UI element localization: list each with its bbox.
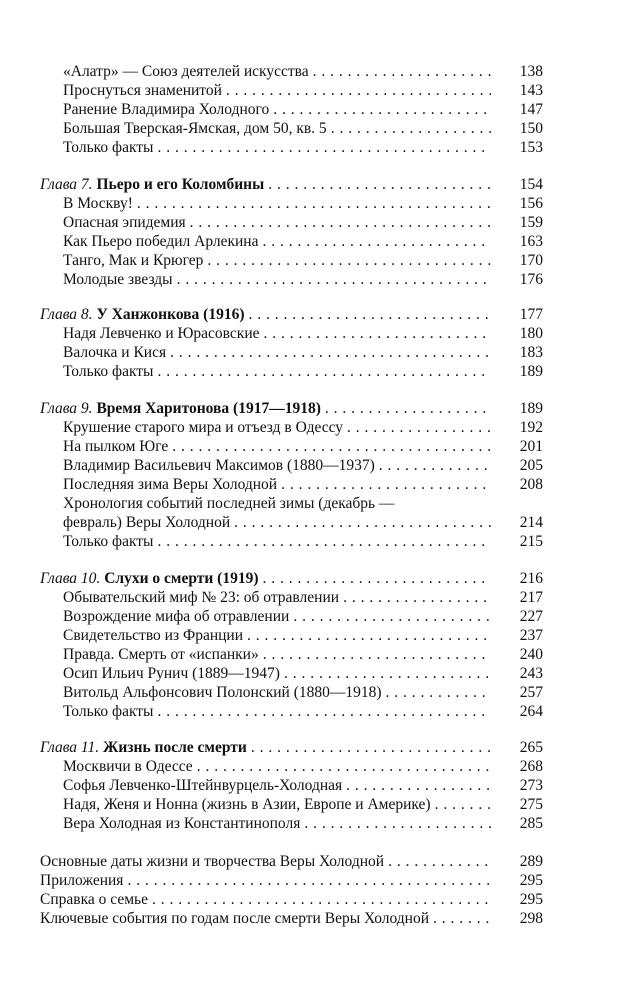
toc-entry-page: 273: [519, 777, 543, 794]
toc-entry: [0, 270, 617, 290]
toc-entry: [0, 232, 617, 252]
toc-entry-title: На пылком Юге: [63, 438, 169, 455]
toc-entry: [0, 213, 617, 233]
toc-entry-page: 176: [519, 271, 543, 288]
toc-entry-title: Как Пьеро победил Арлекина: [63, 233, 259, 250]
toc-entry-page: 205: [519, 457, 543, 474]
toc-entry-title: Только факты: [63, 703, 154, 720]
toc-entry-title: Ключевые события по годам после смерти Веры Холодной: [40, 910, 430, 927]
toc-entry: [0, 776, 617, 796]
toc-entry-page: 208: [519, 476, 543, 493]
toc-entry-page: 289: [519, 853, 543, 870]
toc-entry-title: Правда. Смерть от «испанки»: [63, 646, 259, 663]
toc-entry: [0, 871, 617, 891]
toc-entry: [0, 814, 617, 834]
toc-entry-page: 237: [519, 627, 543, 644]
toc-entry: [0, 909, 617, 929]
toc-entry-page: 156: [519, 195, 543, 212]
toc-entry-title: Молодые звезды: [63, 271, 173, 288]
toc-entry: [0, 475, 617, 495]
toc-entry-title: Проснуться знаменитой: [63, 82, 222, 99]
toc-entry: [0, 81, 617, 101]
toc-entry-page: 214: [519, 514, 543, 531]
toc-entry: [0, 362, 617, 382]
chapter-label: Глава 8.: [40, 306, 93, 323]
toc-entry: [0, 494, 617, 514]
toc-entry-title: Возрождение мифа об отравлении: [63, 608, 290, 625]
toc-entry: [0, 645, 617, 665]
toc-entry-page: 298: [519, 910, 543, 927]
toc-entry: [0, 513, 617, 533]
toc-chapter-heading: [0, 738, 617, 758]
toc-entry-page: 153: [519, 139, 543, 156]
toc-entry-title: Вера Холодная из Константинополя: [63, 815, 301, 832]
toc-entry-title: Последняя зима Веры Холодной: [63, 476, 278, 493]
toc-chapter-heading: [0, 399, 617, 419]
toc-entry-title: Владимир Васильевич Максимов (1880—1937): [63, 457, 375, 474]
toc-entry: [0, 702, 617, 722]
toc-entry-page: 217: [519, 589, 543, 606]
toc-entry-page: 295: [519, 891, 543, 908]
toc-entry-page: 227: [519, 608, 543, 625]
toc-entry: [0, 757, 617, 777]
toc-entry-page: 180: [519, 325, 543, 342]
toc-entry-title: Справка о семье: [40, 891, 148, 908]
toc-entry: [0, 532, 617, 552]
toc-entry: [0, 100, 617, 120]
toc-entry-page: 216: [519, 570, 543, 587]
toc-entry: [0, 664, 617, 684]
toc-entry: [0, 343, 617, 363]
chapter-label: Глава 7.: [40, 176, 93, 193]
toc-entry-title: Софья Левченко-Штейнвурцель-Холодная: [63, 777, 343, 794]
chapter-title: У Ханжонкова (1916): [96, 306, 245, 323]
toc-entry: [0, 418, 617, 438]
chapter-title: Жизнь после смерти: [103, 739, 247, 756]
toc-entry: [0, 456, 617, 476]
toc-entry-page: 177: [519, 306, 543, 323]
toc-entry-title: Основные даты жизни и творчества Веры Холодной: [40, 853, 385, 870]
toc-entry-title: Валочка и Кися: [63, 344, 167, 361]
toc-entry: [0, 607, 617, 627]
toc-entry-page: 275: [519, 796, 543, 813]
toc-entry-title: Москвичи в Одессе: [63, 758, 193, 775]
toc-entry-page: 264: [519, 703, 543, 720]
toc-entry-page: 170: [519, 252, 543, 269]
toc-entry: [0, 194, 617, 214]
toc-entry-title: февраль) Веры Холодной: [63, 514, 231, 531]
toc-entry-page: 183: [519, 344, 543, 361]
toc-entry-page: 257: [519, 684, 543, 701]
toc-entry: [0, 437, 617, 457]
toc-entry-page: 163: [519, 233, 543, 250]
toc-entry-title: Надя Левченко и Юрасовские: [63, 325, 260, 342]
toc-entry-page: 189: [519, 400, 543, 417]
chapter-title: Слухи о смерти (1919): [104, 570, 259, 587]
toc-entry: [0, 852, 617, 872]
toc-entry-page: 150: [519, 120, 543, 137]
toc-entry-page: 201: [519, 438, 543, 455]
chapter-label: Глава 10.: [40, 570, 101, 587]
chapter-label: Глава 9.: [40, 400, 93, 417]
toc-entry-page: 138: [519, 63, 543, 80]
toc-entry: [0, 795, 617, 815]
toc-entry-title: Хронология событий последней зимы (декабрь —: [63, 495, 395, 512]
toc-entry-page: 243: [519, 665, 543, 682]
toc-chapter-heading: [0, 175, 617, 195]
toc-entry-title: Танго, Мак и Крюгер: [63, 252, 204, 269]
toc-entry: [0, 890, 617, 910]
toc-chapter-heading: [0, 569, 617, 589]
toc-entry-title: Только факты: [63, 363, 154, 380]
toc-entry-page: 265: [519, 739, 543, 756]
toc-entry-page: 159: [519, 214, 543, 231]
toc-entry-page: 285: [519, 815, 543, 832]
chapter-title: Время Харитонова (1917—1918): [96, 400, 321, 417]
toc-entry-title: Свидетельство из Франции: [63, 627, 244, 644]
toc-entry: [0, 251, 617, 271]
toc-entry-title: Приложения: [40, 872, 124, 889]
toc-entry-page: 192: [519, 419, 543, 436]
toc-entry-title: Обывательский миф № 23: об отравлении: [63, 589, 340, 606]
toc-entry-page: 147: [519, 101, 543, 118]
toc-entry-title: Опасная эпидемия: [63, 214, 186, 231]
toc-entry: [0, 324, 617, 344]
toc-entry: [0, 62, 617, 82]
toc-entry-title: «Алатр» — Союз деятелей искусства: [63, 63, 309, 80]
toc-entry-page: 189: [519, 363, 543, 380]
toc-entry-page: 143: [519, 82, 543, 99]
toc-entry: [0, 626, 617, 646]
toc-entry-page: 240: [519, 646, 543, 663]
toc-entry-title: Крушение старого мира и отъезд в Одессу: [63, 419, 344, 436]
chapter-label: Глава 11.: [40, 739, 100, 756]
toc-entry: [0, 683, 617, 703]
toc-entry-title: В Москву!: [63, 195, 133, 212]
toc-entry-page: 295: [519, 872, 543, 889]
toc-entry: [0, 588, 617, 608]
toc-entry-title: Большая Тверская-Ямская, дом 50, кв. 5: [63, 120, 327, 137]
toc-entry-title: Надя, Женя и Нонна (жизнь в Азии, Европе и Америке): [63, 796, 431, 813]
toc-entry-title: Витольд Альфонсович Полонский (1880—1918): [63, 684, 382, 701]
toc-entry-title: Только факты: [63, 533, 154, 550]
toc-entry-title: Осип Ильич Рунич (1889—1947): [63, 665, 280, 682]
toc-entry-title: Только факты: [63, 139, 154, 156]
toc-entry: [0, 119, 617, 139]
toc-entry-title: Ранение Владимира Холодного: [63, 101, 270, 118]
toc-entry-page: 154: [519, 176, 543, 193]
chapter-title: Пьеро и его Коломбины: [96, 176, 265, 193]
toc-entry-page: 268: [519, 758, 543, 775]
toc-entry-page: 215: [519, 533, 543, 550]
toc-chapter-heading: [0, 305, 617, 325]
toc-entry: [0, 138, 617, 158]
